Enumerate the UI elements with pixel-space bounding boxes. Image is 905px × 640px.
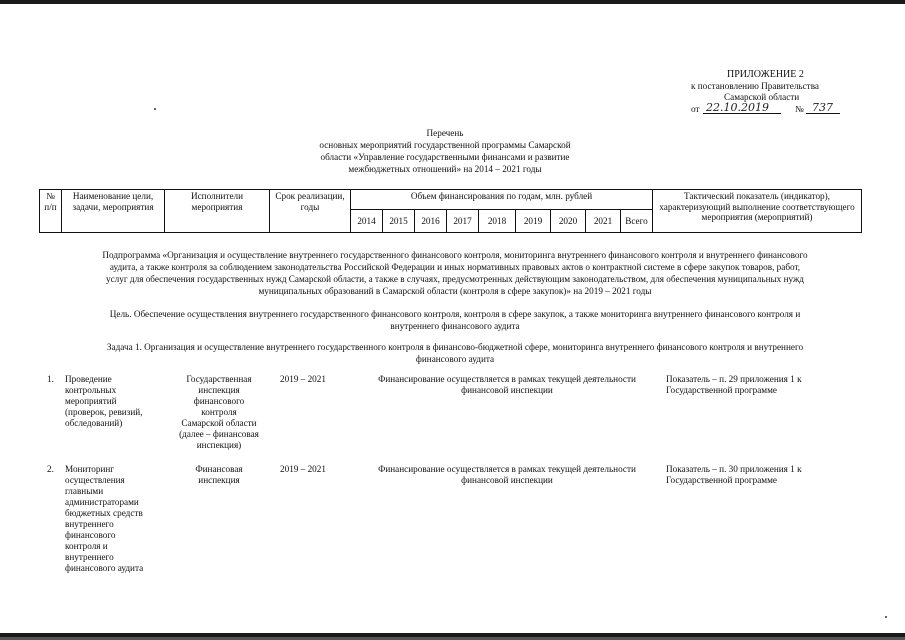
appendix-date: 22.10.2019 (706, 101, 769, 114)
appendix-line1: к постановлению Правительства (691, 81, 819, 91)
subprogram-line3: услуг для обеспечения государственных нужд Самарской области, а также в случаях, предусмотренных действующим законодательством, для обеспечения муниципальных нужд (106, 274, 804, 284)
header-executors: Исполнители мероприятия (165, 190, 270, 233)
appendix-line2: Самарской области (724, 92, 800, 102)
row-1-indicator: Показатель – п. 29 приложения 1 к Государственной программе (666, 374, 802, 395)
header-total: Всего (621, 210, 653, 233)
header-name: Наименование цели, задачи, мероприятия (62, 190, 165, 233)
row-1-term: 2019 – 2021 (280, 374, 326, 384)
header-year: 2015 (383, 210, 415, 233)
goal-line2: внутреннего финансового аудита (390, 321, 520, 331)
row-2-executor: Финансовая инспекция (195, 464, 243, 485)
row-2-indicator: Показатель – п. 30 приложения 1 к Государственной программе (666, 464, 802, 485)
scan-edge-top (0, 0, 905, 4)
heading-line3: области «Управление государственными финансами и развитие (320, 152, 570, 162)
goal-line1: Цель. Обеспечение осуществления внутреннего государственного финансового контроля, контроля в сфере закупок, а также мониторинга внутреннего финансового контроля и (109, 309, 801, 319)
row-2-num: 2. (47, 464, 54, 474)
appendix-title: ПРИЛОЖЕНИЕ 2 (727, 69, 804, 80)
subprogram-line4: муниципальных образований в Самарской области (контроля в сфере закупок)» на 2019 – 2021 годы (258, 286, 652, 296)
table-header (39, 189, 862, 233)
row-2-term: 2019 – 2021 (280, 464, 326, 474)
heading-line4: межбюджетных отношений» на 2014 – 2021 годы (348, 164, 542, 174)
header-funding: Объем финансирования по годам, млн. рублей (351, 190, 653, 210)
heading-line2: основных мероприятий государственной программы Самарской (319, 140, 571, 150)
row-2-funding: Финансирование осуществляется в рамках текущей деятельности финансовой инспекции (378, 464, 636, 485)
subprogram-line1: Подпрограмма «Организация и осуществление внутреннего государственного финансового контроля, мониторинга внутреннего финансового контроля и внутреннего финансового (102, 250, 808, 260)
row-1-num: 1. (47, 374, 54, 384)
scan-speck (885, 616, 887, 618)
task-line1: Задача 1. Организация и осуществление внутреннего государственного контроля в финансово-бюджетной сфере, мониторинга внутреннего финансового контроля и внутреннего (106, 342, 804, 352)
header-term: Срок реализации, годы (270, 190, 351, 233)
subprogram-line2: аудита, а также контроля за соблюдением законодательства Российской Федерации и иных нормативных правовых актов о контрактной системе в сфере закупок товаров, работ, (109, 262, 801, 272)
appendix-number-label: № (795, 104, 804, 114)
header-indicator: Тактический показатель (индикатор), характеризующий выполнение соответствующего мероприятия (мероприятий) (653, 190, 862, 233)
heading-line1: Перечень (426, 128, 464, 138)
scan-speck (154, 108, 156, 110)
row-2-name: Мониторинг осуществления главными администраторами бюджетных средств внутреннего финансового контроля и внутреннего финансового аудита (65, 464, 144, 573)
row-1-funding: Финансирование осуществляется в рамках текущей деятельности финансовой инспекции (378, 374, 636, 395)
task-line2: финансового аудита (415, 354, 495, 364)
header-year: 2018 (479, 210, 516, 233)
row-1-name: Проведение контрольных мероприятий (проверок, ревизий, обследований) (65, 374, 143, 428)
appendix-from-prefix: от (691, 104, 700, 114)
row-1-executor: Государственная инспекция финансового контроля Самарской области (далее – финансовая инспекция) (179, 374, 259, 450)
header-num: № п/п (40, 190, 62, 233)
header-year: 2020 (551, 210, 586, 233)
header-year: 2021 (586, 210, 621, 233)
header-year: 2016 (415, 210, 447, 233)
header-year: 2017 (447, 210, 479, 233)
header-year: 2019 (516, 210, 551, 233)
appendix-number: 737 (812, 101, 833, 114)
header-year: 2014 (351, 210, 383, 233)
